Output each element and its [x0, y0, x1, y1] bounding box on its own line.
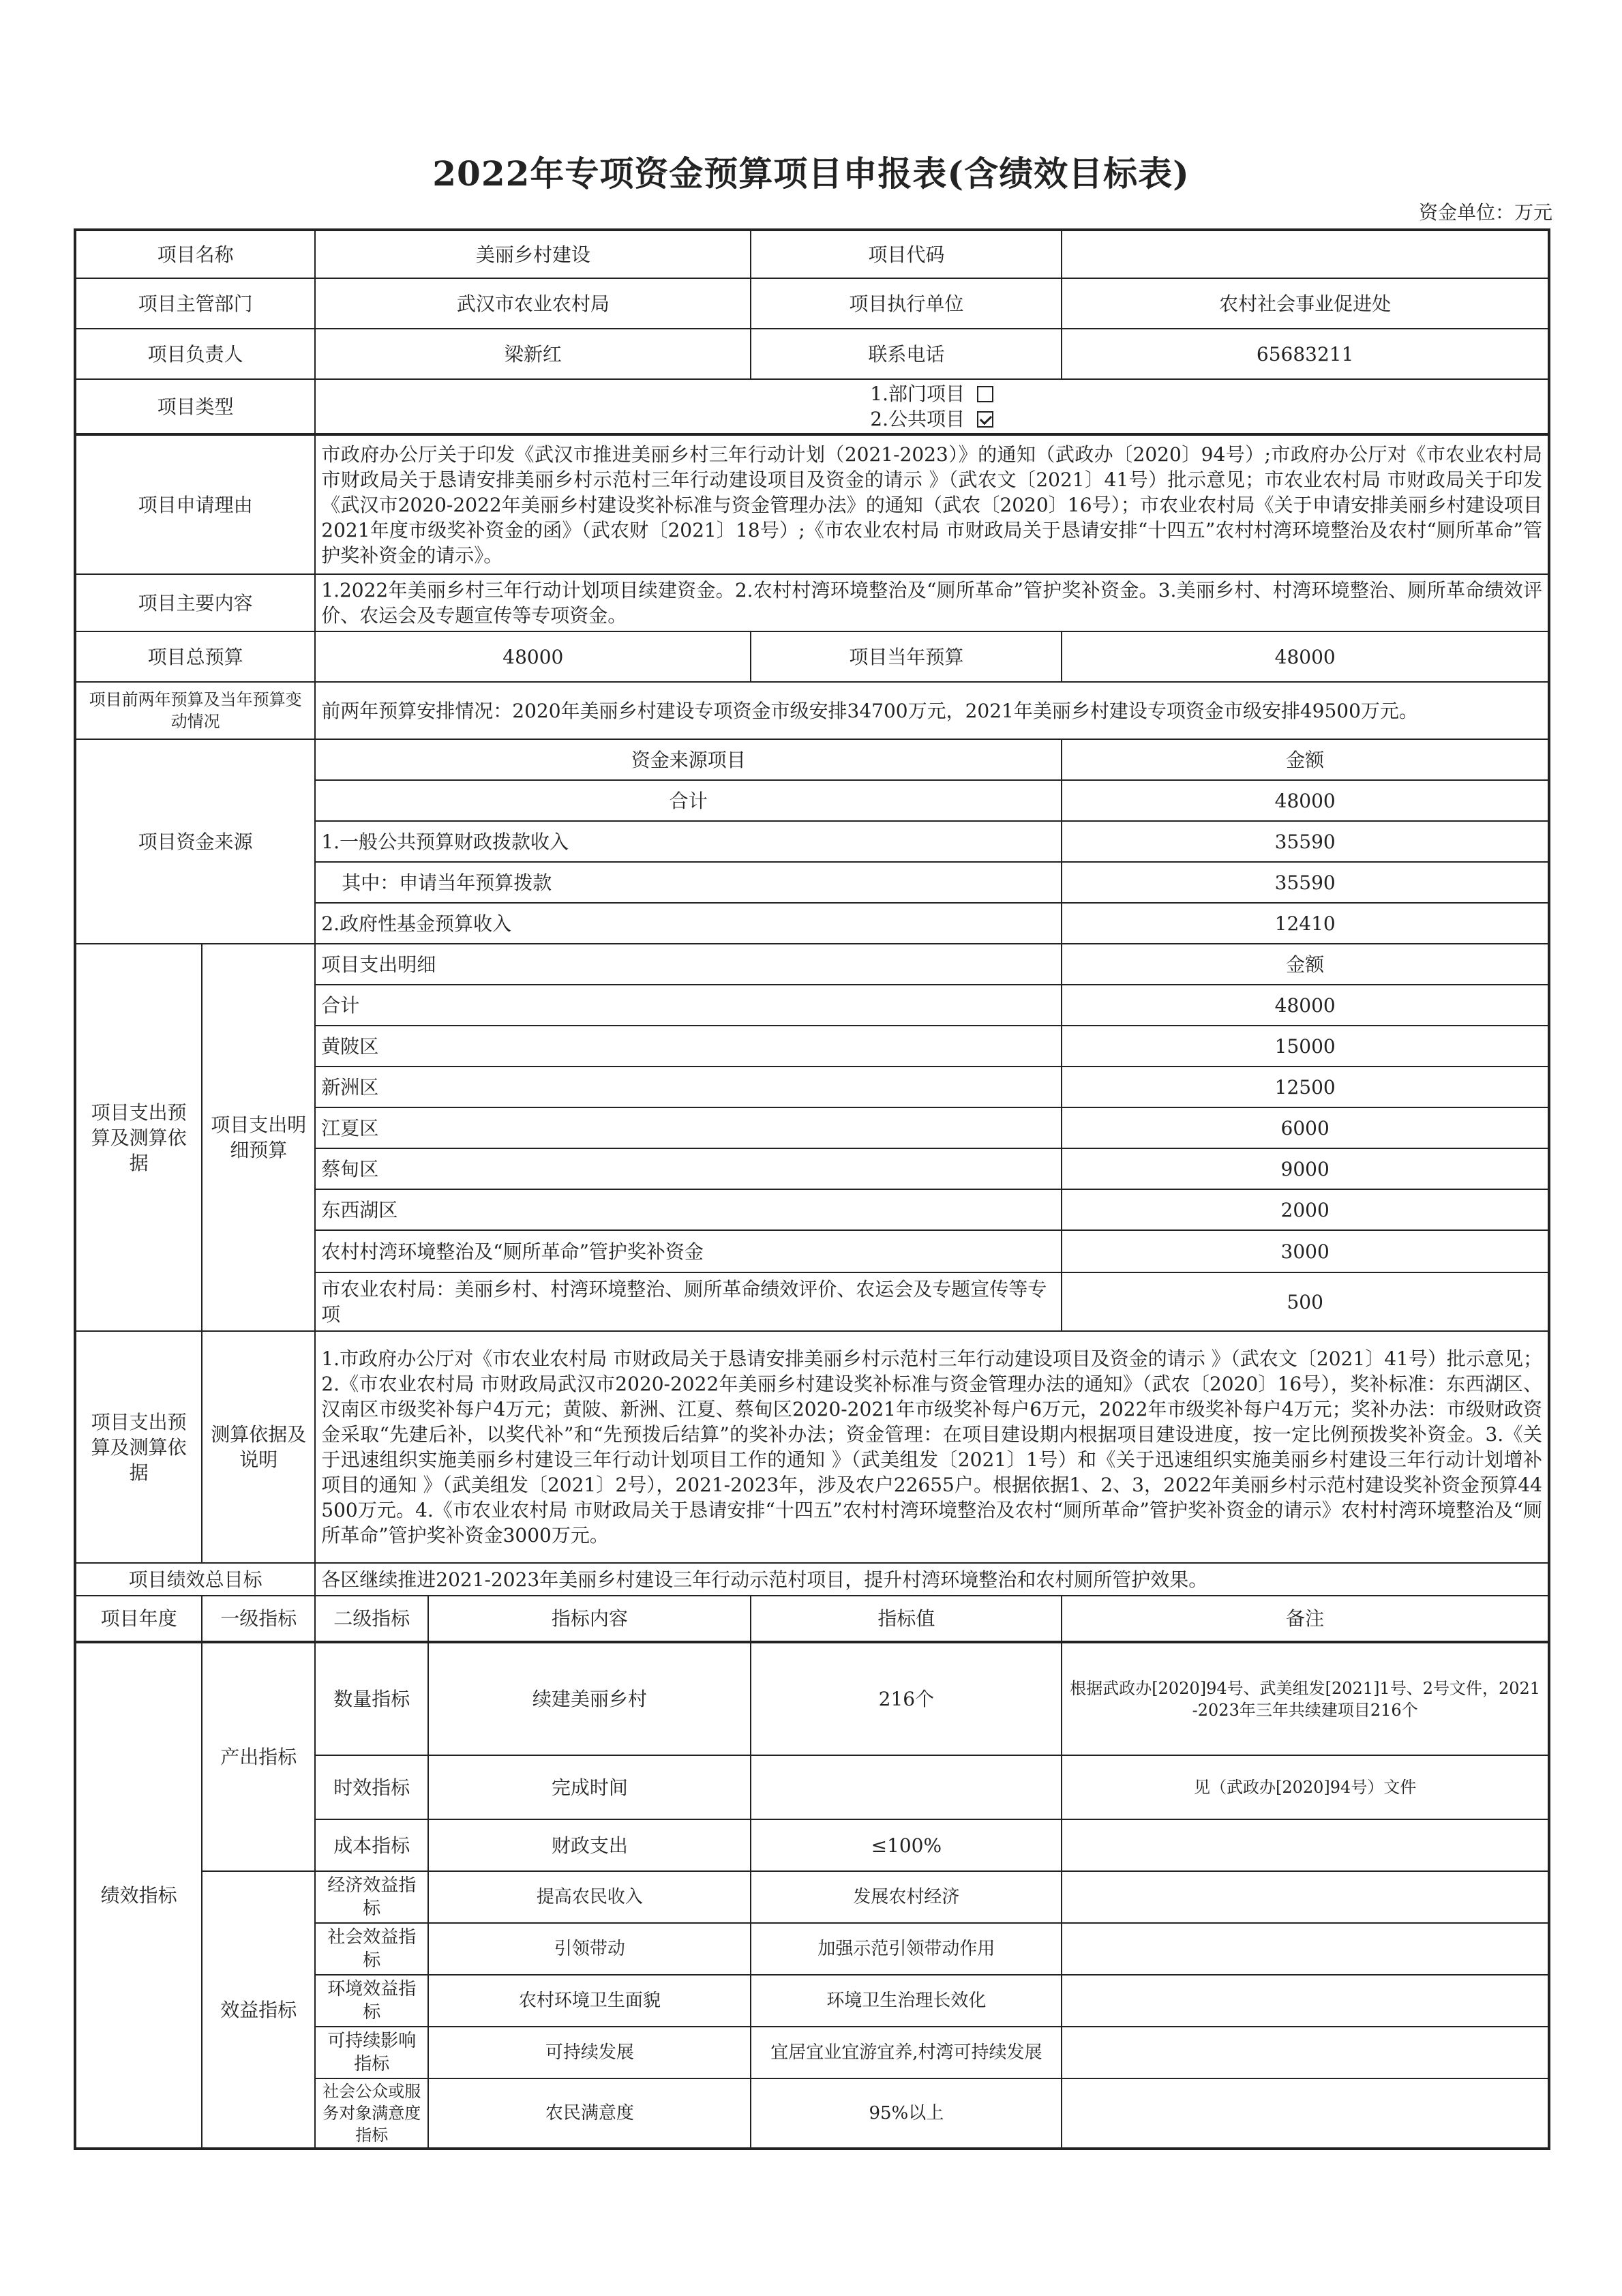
expense-amount: 12500: [1062, 1067, 1549, 1107]
expense-header-amount: 金额: [1062, 944, 1549, 985]
reason-text: 市政府办公厅关于印发《武汉市推进美丽乡村三年行动计划（2021-2023）》的通知（武政办〔2020〕94号）;市政府办公厅对《市农业农村局 市财政局关于恳请安排美丽乡村示范村三年行动建设项目及资金的请示 》（武农文〔2021〕41号）批示意见；市农业农村局 市财政局关于印发《武汉市2020-2022年美丽乡村建设奖补标准与资金管理办法》的通知（武农〔2020〕16号）；市农业农村局《关于申请安排美丽乡村建设项目2021年度市级奖补资金的函》（武农财〔2021〕18号）;《市农业农村局 市财政局关于恳请安排“十四五”农村村湾环境整治及农村“厕所革命”管护奖补资金的请示》。: [315, 434, 1549, 574]
perf-lvl2: 环境效益指标: [315, 1975, 428, 2027]
basis-text: 1.市政府办公厅对《市农业农村局 市财政局关于恳请安排美丽乡村示范村三年行动建设项目及资金的请示 》（武农文〔2021〕41号）批示意见；2.《市农业农村局 市财政局武汉市2020-2022年美丽乡村建设奖补标准与资金管理办法的通知》（武农〔2020〕16号），奖补标准：东西湖区、汉南区市级奖补每户4万元；黄陂、新洲、江夏、蔡甸区2020-2021年市级奖补每户6万元，2022年市级奖补每户4万元；奖补办法：市级财政资金采取“先建后补，以奖代补”和“先预拨后结算”的奖补办法；资金管理：在项目建设期内根据项目建设进度，按一定比例预拨奖补资金。3.《关于迅速组织实施美丽乡村建设三年行动计划项目工作的通知 》（武美组发〔2021〕1号）和《关于迅速组织实施美丽乡村建设三年行动计划增补项目的通知 》（武美组发〔2021〕2号），2021-2023年，涉及农户22655户。根据依据1、2、3，2022年美丽乡村示范村建设奖补资金预算44500万元。4.《市农业农村局 市财政局关于恳请安排“十四五”农村村湾环境整治及农村“厕所革命”管护奖补资金的请示》农村村湾环境整治及“厕所革命”管护奖补资金3000万元。: [315, 1331, 1549, 1563]
perf-header-note: 备注: [1062, 1596, 1549, 1642]
perf-content: 引领带动: [428, 1923, 751, 1975]
expense-amount: 500: [1062, 1272, 1549, 1331]
type-label: 项目类型: [75, 379, 315, 434]
expense-item: 东西湖区: [315, 1189, 1062, 1230]
exec-unit-label: 项目执行单位: [751, 278, 1062, 329]
fund-source-amount: 12410: [1062, 903, 1549, 944]
fund-source-item: 其中：申请当年预算拨款: [315, 862, 1062, 903]
perf-value: [751, 1755, 1062, 1819]
output-indicator-label: 产出指标: [202, 1642, 315, 1871]
expense-amount: 3000: [1062, 1230, 1549, 1272]
perf-lvl2: 社会效益指标: [315, 1923, 428, 1975]
fund-source-item: 合计: [315, 780, 1062, 821]
unchecked-box-icon[interactable]: [977, 386, 993, 402]
basis-label: 项目支出预算及测算依据: [75, 1331, 202, 1563]
perf-value: 环境卫生治理长效化: [751, 1975, 1062, 2027]
perf-note: [1062, 2027, 1549, 2078]
type-option-public: 2.公共项目: [870, 408, 965, 430]
expense-item: 蔡甸区: [315, 1148, 1062, 1189]
expense-amount: 2000: [1062, 1189, 1549, 1230]
perf-value: 95%以上: [751, 2078, 1062, 2149]
perf-lvl2: 经济效益指标: [315, 1871, 428, 1923]
perf-note: [1062, 1923, 1549, 1975]
perf-note: [1062, 1975, 1549, 2027]
unit-label: 资金单位：万元: [1418, 201, 1552, 224]
type-option-dept: 1.部门项目: [870, 383, 965, 405]
perf-lvl2: 可持续影响指标: [315, 2027, 428, 2078]
dept: 武汉市农业农村局: [315, 278, 751, 329]
perf-value: 发展农村经济: [751, 1871, 1062, 1923]
project-name-label: 项目名称: [75, 230, 315, 278]
perf-label: 绩效指标: [75, 1642, 202, 2149]
goal-text: 各区继续推进2021-2023年美丽乡村建设三年行动示范村项目，提升村湾环境整治和农村厕所管护效果。: [315, 1563, 1549, 1596]
budget-change-label: 项目前两年预算及当年预算变动情况: [75, 682, 315, 739]
perf-header-year: 项目年度: [75, 1596, 202, 1642]
current-budget: 48000: [1062, 631, 1549, 682]
perf-content: 续建美丽乡村: [428, 1642, 751, 1755]
expense-item: 新洲区: [315, 1067, 1062, 1107]
project-code-label: 项目代码: [751, 230, 1062, 278]
perf-note: [1062, 1871, 1549, 1923]
total-budget: 48000: [315, 631, 751, 682]
fund-source-header-item: 资金来源项目: [315, 739, 1062, 780]
current-budget-label: 项目当年预算: [751, 631, 1062, 682]
expense-item: 合计: [315, 985, 1062, 1026]
perf-note: 根据武政办[2020]94号、武美组发[2021]1号、2号文件，2021-2023年三年共续建项目216个: [1062, 1642, 1549, 1755]
perf-content: 农村环境卫生面貌: [428, 1975, 751, 2027]
project-code: [1062, 230, 1549, 278]
fund-source-label: 项目资金来源: [75, 739, 315, 944]
leader-label: 项目负责人: [75, 329, 315, 379]
expense-amount: 48000: [1062, 985, 1549, 1026]
perf-content: 可持续发展: [428, 2027, 751, 2078]
total-budget-label: 项目总预算: [75, 631, 315, 682]
perf-note: 见（武政办[2020]94号）文件: [1062, 1755, 1549, 1819]
perf-content: 农民满意度: [428, 2078, 751, 2149]
fund-source-item: 2.政府性基金预算收入: [315, 903, 1062, 944]
content-text: 1.2022年美丽乡村三年行动计划项目续建资金。2.农村村湾环境整治及“厕所革命”管护奖补资金。3.美丽乡村、村湾环境整治、厕所革命绩效评价、农运会及专题宣传等专项资金。: [315, 574, 1549, 631]
fund-source-amount: 48000: [1062, 780, 1549, 821]
perf-header-content: 指标内容: [428, 1596, 751, 1642]
perf-value: 216个: [751, 1642, 1062, 1755]
expense-item: 市农业农村局：美丽乡村、村湾环境整治、厕所革命绩效评价、农运会及专题宣传等专项: [315, 1272, 1062, 1331]
expense-amount: 6000: [1062, 1107, 1549, 1148]
type-options: [315, 379, 1549, 434]
application-form: [74, 228, 1550, 2150]
perf-header-lvl1: 一级指标: [202, 1596, 315, 1642]
exec-unit: 农村社会事业促进处: [1062, 278, 1549, 329]
expense-item: 江夏区: [315, 1107, 1062, 1148]
perf-content: 提高农民收入: [428, 1871, 751, 1923]
perf-header-lvl2: 二级指标: [315, 1596, 428, 1642]
perf-content: 财政支出: [428, 1819, 751, 1871]
fund-source-amount: 35590: [1062, 821, 1549, 862]
expense-detail-label: 项目支出明细预算: [202, 944, 315, 1331]
goal-label: 项目绩效总目标: [75, 1563, 315, 1596]
expense-item: 农村村湾环境整治及“厕所革命”管护奖补资金: [315, 1230, 1062, 1272]
perf-value: ≤100%: [751, 1819, 1062, 1871]
perf-value: 加强示范引领带动作用: [751, 1923, 1062, 1975]
fund-source-amount: 35590: [1062, 862, 1549, 903]
basis-sub-label: 测算依据及说明: [202, 1331, 315, 1563]
perf-note: [1062, 1819, 1549, 1871]
reason-label: 项目申请理由: [75, 434, 315, 574]
perf-content: 完成时间: [428, 1755, 751, 1819]
perf-lvl2: 数量指标: [315, 1642, 428, 1755]
perf-note: [1062, 2078, 1549, 2149]
dept-label: 项目主管部门: [75, 278, 315, 329]
expense-amount: 15000: [1062, 1026, 1549, 1067]
content-label: 项目主要内容: [75, 574, 315, 631]
budget-change-text: 前两年预算安排情况：2020年美丽乡村建设专项资金市级安排34700万元，2021年美丽乡村建设专项资金市级安排49500万元。: [315, 682, 1549, 739]
perf-lvl2: 社会公众或服务对象满意度指标: [315, 2078, 428, 2149]
expense-header-item: 项目支出明细: [315, 944, 1062, 985]
perf-lvl2: 成本指标: [315, 1819, 428, 1871]
fund-source-header-amount: 金额: [1062, 739, 1549, 780]
expense-item: 黄陂区: [315, 1026, 1062, 1067]
phone: 65683211: [1062, 329, 1549, 379]
checked-box-icon[interactable]: [977, 411, 993, 428]
leader: 梁新红: [315, 329, 751, 379]
expense-amount: 9000: [1062, 1148, 1549, 1189]
perf-value: 宜居宜业宜游宜养,村湾可持续发展: [751, 2027, 1062, 2078]
perf-header-value: 指标值: [751, 1596, 1062, 1642]
phone-label: 联系电话: [751, 329, 1062, 379]
page-title: 2022年专项资金预算项目申报表(含绩效目标表): [432, 153, 1190, 194]
perf-lvl2: 时效指标: [315, 1755, 428, 1819]
benefit-indicator-label: 效益指标: [202, 1871, 315, 2149]
fund-source-item: 1.一般公共预算财政拨款收入: [315, 821, 1062, 862]
expense-label: 项目支出预算及测算依据: [75, 944, 202, 1331]
project-name: 美丽乡村建设: [315, 230, 751, 278]
